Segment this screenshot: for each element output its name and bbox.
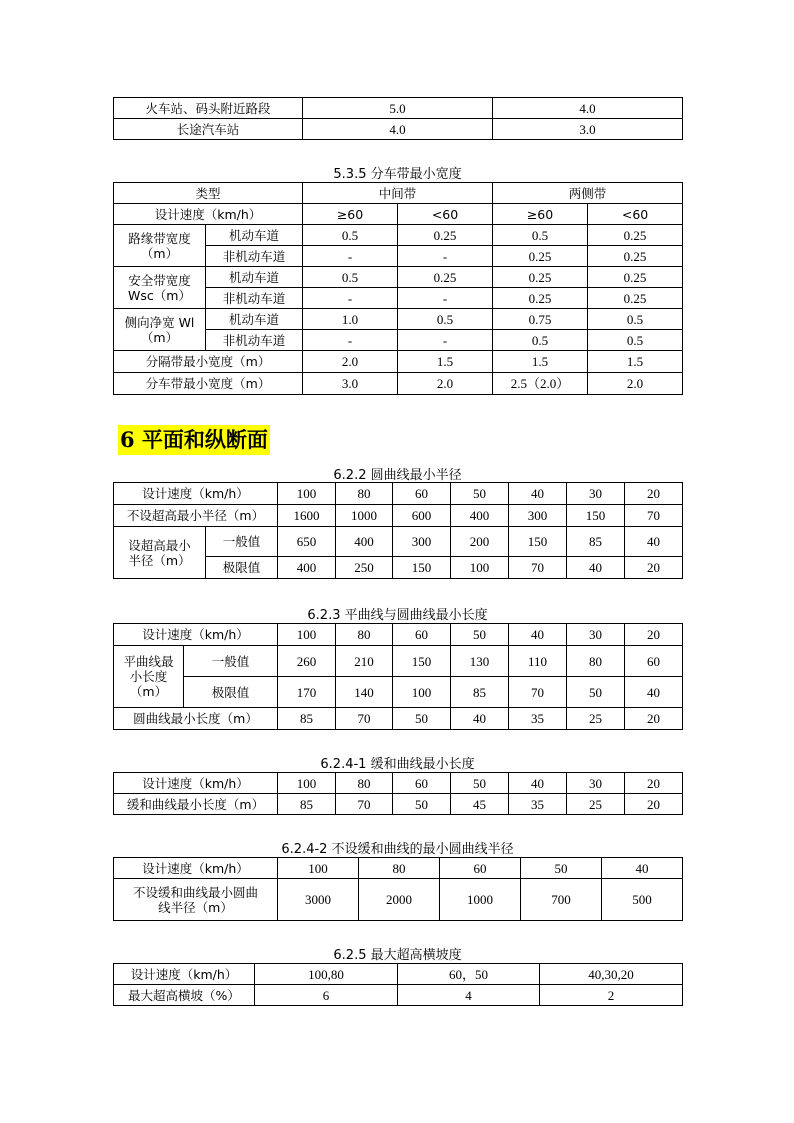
table-cell: 4 — [398, 985, 540, 1006]
header-cell: 50 — [451, 773, 509, 794]
table-cell: 150 — [567, 505, 625, 527]
table-cell: 600 — [393, 505, 451, 527]
table-cell: 50 — [567, 677, 625, 708]
table-cell: 60 — [625, 646, 683, 677]
table-cell: 1.5 — [588, 351, 683, 373]
row-label: 机动车道 — [206, 267, 303, 288]
table-cell: 4.0 — [303, 119, 493, 140]
header-cell: 类型 — [114, 183, 303, 204]
table-cell: 400 — [278, 557, 336, 579]
table-cell: 25 — [567, 794, 625, 815]
header-cell: 20 — [625, 773, 683, 794]
table-cell: 400 — [451, 505, 509, 527]
header-cell: <60 — [398, 204, 493, 225]
table-cell: 35 — [509, 708, 567, 730]
table-cell: 4.0 — [493, 98, 683, 119]
table-cell: 1.5 — [398, 351, 493, 373]
table-cell: 3.0 — [303, 373, 398, 395]
header-cell: 100,80 — [255, 964, 398, 985]
header-cell: 100 — [278, 773, 336, 794]
table-cell: 0.25 — [588, 288, 683, 309]
row-label — [114, 527, 206, 579]
table-caption: 6.2.3 平曲线与圆曲线最小长度 — [307, 608, 488, 623]
table-cell: - — [398, 246, 493, 267]
header-cell: 30 — [567, 624, 625, 646]
row-label: 一般值 — [184, 646, 278, 677]
header-cell: 中间带 — [303, 183, 493, 204]
row-label: 非机动车道 — [206, 288, 303, 309]
table-cell: 6 — [255, 985, 398, 1006]
table-cell: 40 — [625, 677, 683, 708]
row-label: 机动车道 — [206, 225, 303, 246]
table-cell: 2.0 — [303, 351, 398, 373]
separator-width-table — [113, 182, 683, 395]
header-cell: 60 — [393, 624, 451, 646]
header-cell: 设计速度（km/h） — [114, 204, 303, 225]
table-cell: 70 — [336, 708, 393, 730]
curve-min-length-table — [113, 623, 683, 730]
header-cell: 设计速度（km/h） — [114, 773, 278, 794]
row-label — [114, 309, 206, 351]
row-label-line: （m） — [129, 684, 168, 699]
table-cell: 2.5（2.0） — [493, 373, 588, 395]
header-cell: 设计速度（km/h） — [114, 624, 278, 646]
table-cell: 3.0 — [493, 119, 683, 140]
row-label — [114, 879, 278, 921]
table-cell: 40 — [567, 557, 625, 579]
header-cell: 60 — [393, 483, 451, 505]
table-cell: 1000 — [440, 879, 521, 921]
header-cell: 80 — [336, 773, 393, 794]
table-cell: 0.25 — [398, 225, 493, 246]
table-cell: 1600 — [278, 505, 336, 527]
table-cell: 500 — [602, 879, 683, 921]
header-cell: 50 — [521, 858, 602, 879]
row-label-line: （m） — [140, 329, 179, 345]
header-cell: 50 — [451, 483, 509, 505]
header-cell: 设计速度（km/h） — [114, 964, 255, 985]
row-label-line: 路缘带宽度 — [128, 230, 191, 246]
table-cell: 45 — [451, 794, 509, 815]
table-cell: 140 — [336, 677, 393, 708]
row-label: 极限值 — [206, 557, 278, 579]
header-cell: 100 — [278, 624, 336, 646]
table-caption: 6.2.2 圆曲线最小半径 — [333, 468, 462, 483]
table-cell: 85 — [451, 677, 509, 708]
table-cell: 0.75 — [493, 309, 588, 330]
header-cell: 80 — [359, 858, 440, 879]
table-cell: 70 — [336, 794, 393, 815]
table-cell: 0.25 — [588, 246, 683, 267]
table-cell: 400 — [336, 527, 393, 557]
transition-curve-length-table — [113, 772, 683, 815]
header-cell: 40,30,20 — [540, 964, 683, 985]
section-heading: 6 平面和纵断面 — [118, 425, 270, 455]
row-label-line: 平曲线最 — [123, 654, 174, 669]
table-cell: 0.5 — [493, 225, 588, 246]
table-cell: 40 — [625, 527, 683, 557]
table-cell: 300 — [509, 505, 567, 527]
row-label-line: 侧向净宽 Wl — [124, 314, 195, 330]
header-cell: <60 — [588, 204, 683, 225]
header-cell: ≥60 — [493, 204, 588, 225]
table-cell: 50 — [393, 794, 451, 815]
table-cell: 火车站、码头附近路段 — [114, 98, 303, 119]
table-cell: 1.5 — [493, 351, 588, 373]
table-cell: - — [398, 330, 493, 351]
row-label-line: 安全带宽度 — [128, 272, 191, 288]
header-cell: 40 — [509, 773, 567, 794]
table-cell: 25 — [567, 708, 625, 730]
table-cell: 110 — [509, 646, 567, 677]
table-caption: 6.2.4-2 不设缓和曲线的最小圆曲线半径 — [281, 842, 514, 857]
table-cell: 100 — [451, 557, 509, 579]
header-cell: 40 — [509, 624, 567, 646]
table-cell: 1.0 — [303, 309, 398, 330]
row-label: 不设超高最小半径（m） — [114, 505, 278, 527]
row-label: 最大超高横坡（%） — [114, 985, 255, 1006]
table-cell: 0.25 — [398, 267, 493, 288]
table-cell: 40 — [451, 708, 509, 730]
row-label: 圆曲线最小长度（m） — [114, 708, 278, 730]
table-cell: 170 — [278, 677, 336, 708]
table-cell: 50 — [393, 708, 451, 730]
table-cell: 长途汽车站 — [114, 119, 303, 140]
row-label-line: 设超高最小 — [128, 537, 191, 553]
table-cell: 210 — [336, 646, 393, 677]
row-label-line: 线半径（m） — [158, 899, 233, 915]
header-cell: 80 — [336, 624, 393, 646]
row-label: 一般值 — [206, 527, 278, 557]
table-cell: 0.25 — [493, 267, 588, 288]
row-label-line: Wsc（m） — [128, 287, 191, 303]
table-cell: - — [303, 288, 398, 309]
row-label: 非机动车道 — [206, 246, 303, 267]
table-cell: 300 — [393, 527, 451, 557]
table-cell: 0.5 — [588, 330, 683, 351]
table-cell: 700 — [521, 879, 602, 921]
header-cell: 30 — [567, 773, 625, 794]
table-cell: 20 — [625, 708, 683, 730]
header-cell: 设计速度（km/h） — [114, 858, 278, 879]
header-cell: 60 — [440, 858, 521, 879]
table-cell: 0.5 — [493, 330, 588, 351]
row-label — [114, 225, 206, 267]
row-label: 极限值 — [184, 677, 278, 708]
table-cell: - — [303, 246, 398, 267]
table-cell: 2.0 — [588, 373, 683, 395]
table-cell: 85 — [278, 708, 336, 730]
row-label: 非机动车道 — [206, 330, 303, 351]
row-label-line: 不设缓和曲线最小圆曲 — [132, 884, 258, 900]
table-cell: 650 — [278, 527, 336, 557]
table-cell: 0.5 — [303, 267, 398, 288]
table-cell: 0.25 — [493, 246, 588, 267]
table-cell: 85 — [567, 527, 625, 557]
table-cell: 35 — [509, 794, 567, 815]
row-label: 分隔带最小宽度（m） — [114, 351, 303, 373]
table-cell: 0.25 — [588, 267, 683, 288]
table-cell: 2 — [540, 985, 683, 1006]
row-label — [114, 646, 184, 708]
table-cell: 150 — [393, 557, 451, 579]
table-caption: 5.3.5 分车带最小宽度 — [333, 167, 462, 182]
header-cell: 60，50 — [398, 964, 540, 985]
table-cell: - — [303, 330, 398, 351]
table-cell: 80 — [567, 646, 625, 677]
table-cell: 200 — [451, 527, 509, 557]
table-caption: 6.2.4-1 缓和曲线最小长度 — [320, 757, 475, 772]
table-cell: 20 — [625, 557, 683, 579]
table-cell: 2.0 — [398, 373, 493, 395]
header-cell: 20 — [625, 483, 683, 505]
header-cell: 20 — [625, 624, 683, 646]
row-label: 分车带最小宽度（m） — [114, 373, 303, 395]
max-superelevation-table — [113, 963, 683, 1006]
row-label — [114, 267, 206, 309]
row-label: 机动车道 — [206, 309, 303, 330]
table-cell: 20 — [625, 794, 683, 815]
header-cell: 40 — [509, 483, 567, 505]
table-cell: 70 — [509, 557, 567, 579]
table-cell: 150 — [509, 527, 567, 557]
table-cell: 250 — [336, 557, 393, 579]
circular-curve-radius-table — [113, 482, 683, 579]
row-label-line: （m） — [140, 245, 179, 261]
table-cell: 2000 — [359, 879, 440, 921]
header-cell: 40 — [602, 858, 683, 879]
table-cell: 0.25 — [588, 225, 683, 246]
table-cell: 260 — [278, 646, 336, 677]
table-cell: 3000 — [278, 879, 359, 921]
table-caption: 6.2.5 最大超高横坡度 — [333, 948, 462, 963]
header-cell: 50 — [451, 624, 509, 646]
table-cell: 1000 — [336, 505, 393, 527]
table-cell: 130 — [451, 646, 509, 677]
header-cell: 设计速度（km/h） — [114, 483, 278, 505]
table-cell: 5.0 — [303, 98, 493, 119]
table-cell: 100 — [393, 677, 451, 708]
header-cell: 60 — [393, 773, 451, 794]
table-cell: - — [398, 288, 493, 309]
row-label-line: 半径（m） — [128, 552, 191, 568]
header-cell: 80 — [336, 483, 393, 505]
table-cell: 0.5 — [303, 225, 398, 246]
top-table — [113, 97, 683, 140]
header-cell: ≥60 — [303, 204, 398, 225]
row-label: 缓和曲线最小长度（m） — [114, 794, 278, 815]
header-cell: 100 — [278, 483, 336, 505]
table-cell: 150 — [393, 646, 451, 677]
no-transition-radius-table — [113, 857, 683, 921]
table-cell: 70 — [625, 505, 683, 527]
header-cell: 两侧带 — [493, 183, 683, 204]
table-cell: 0.5 — [398, 309, 493, 330]
table-cell: 0.25 — [493, 288, 588, 309]
header-cell: 100 — [278, 858, 359, 879]
table-cell: 85 — [278, 794, 336, 815]
table-cell: 0.5 — [588, 309, 683, 330]
table-cell: 70 — [509, 677, 567, 708]
header-cell: 30 — [567, 483, 625, 505]
row-label-line: 小长度 — [129, 669, 168, 684]
